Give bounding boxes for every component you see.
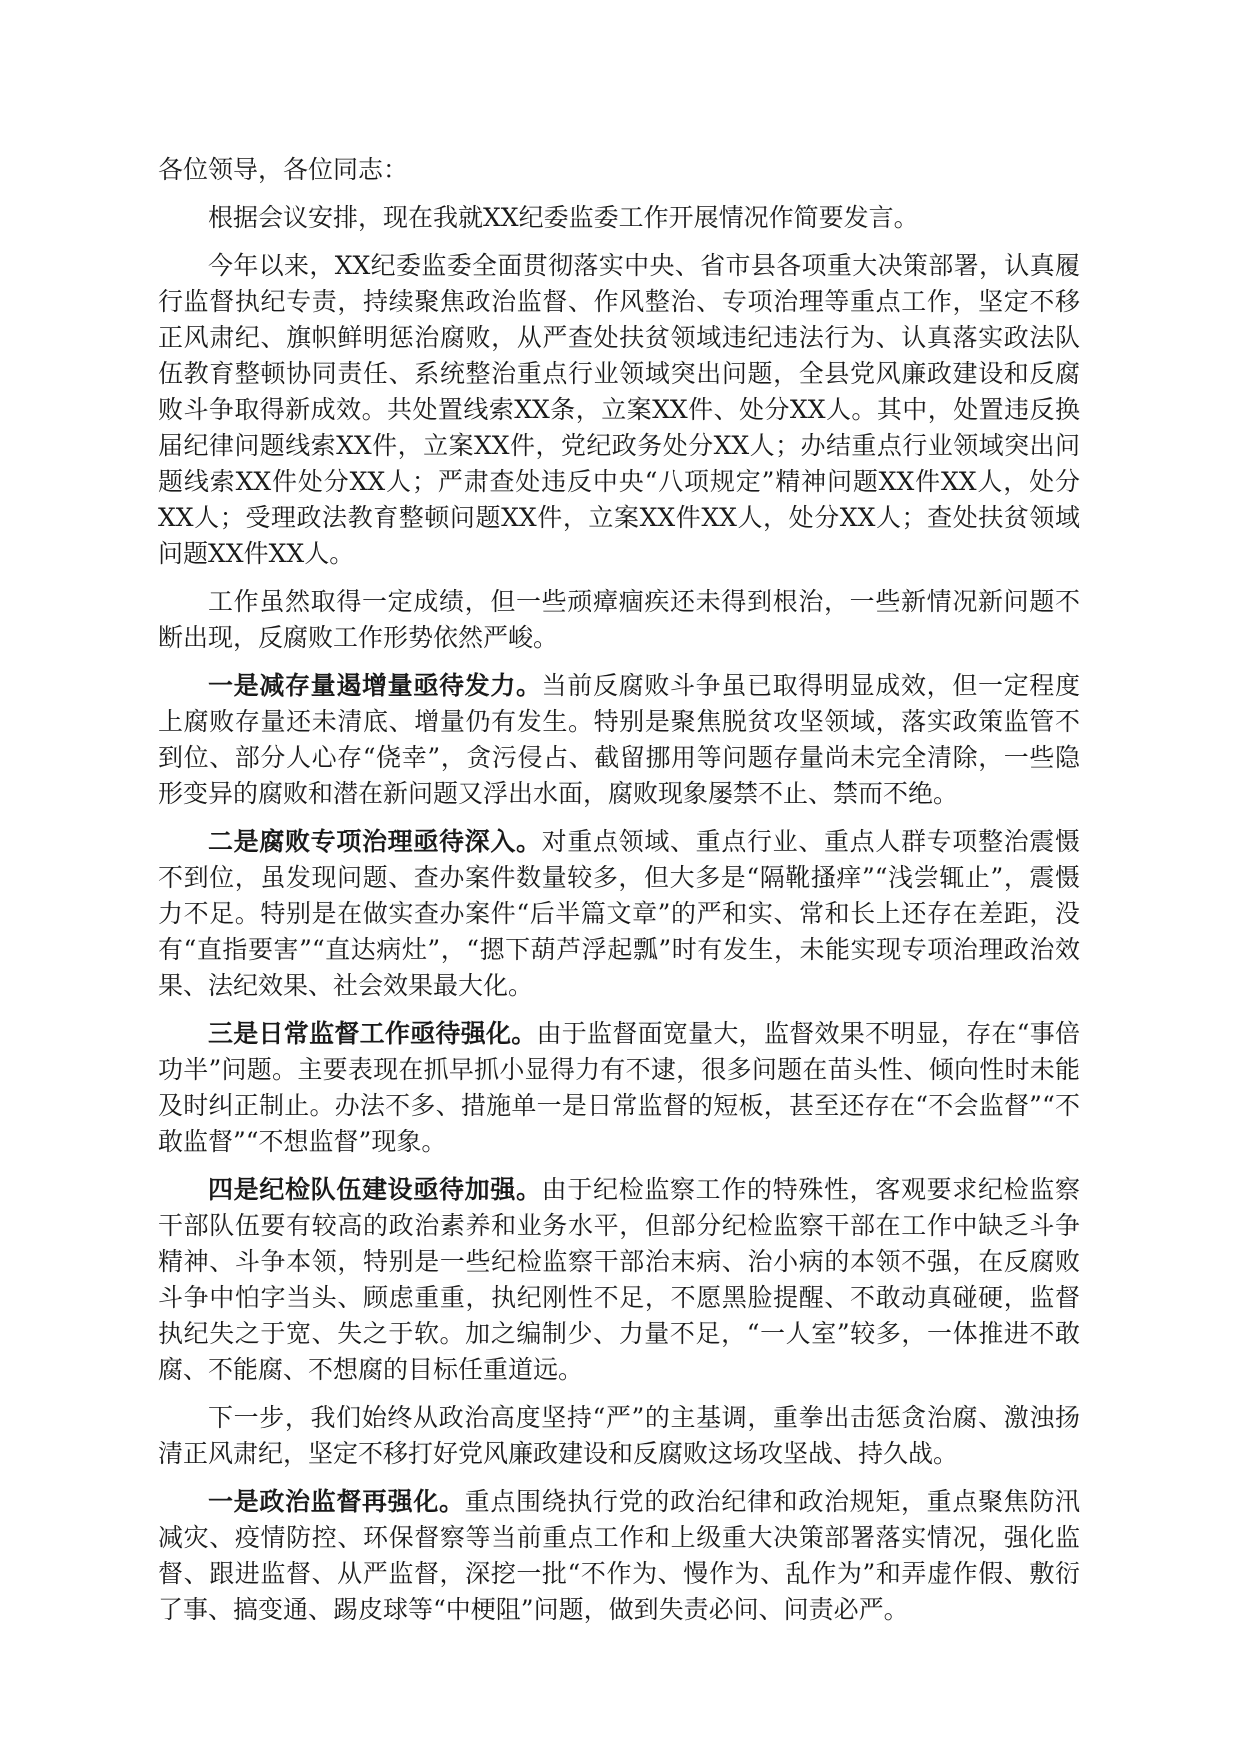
paragraph-measure-1 [158,1484,1080,1628]
paragraph-lead: 一是减存量遏增量亟待发力。 [208,671,542,700]
paragraph-text: 对重点领域、重点行业、重点人群专项整治震慑不到位，虽发现问题、查办案件数量较多，但大多是“隔靴搔痒”“浅尝辄止”，震慑力不足。特别是在做实查办案件“后半篇文章”的严和实、常和长上还存在差距，没有“直指要害”“直达病灶”，“摁下葫芦浮起瓢”时有发生，未能实现专项治理政治效果、法纪效果、社会效果最大化。 [158,827,1080,1000]
paragraph-text: 今年以来，XX纪委监委全面贯彻落实中央、省市县各项重大决策部署，认真履行监督执纪专责，持续聚焦政治监督、作风整治、专项治理等重点工作，坚定不移正风肃纪、旗帜鲜明惩治腐败，从严查处扶贫领域违纪违法行为、认真落实政法队伍教育整顿协同责任、系统整治重点行业领域突出问题，全县党风廉政建设和反腐败斗争取得新成效。共处置线索XX条，立案XX件、处分XX人。其中，处置违反换届纪律问题线索XX件，立案XX件，党纪政务处分XX人；办结重点行业领域突出问题线索XX件处分XX人；严肃查处违反中央“八项规定”精神问题XX件XX人，处分XX人；受理政法教育整顿问题XX件，立案XX件XX人，处分XX人；查处扶贫领域问题XX件XX人。 [158,251,1080,568]
paragraph-text: 工作虽然取得一定成绩，但一些顽瘴痼疾还未得到根治，一些新情况新问题不断出现，反腐败工作形势依然严峻。 [158,587,1080,652]
paragraph-achievements [158,248,1080,572]
paragraph-text: 根据会议安排，现在我就XX纪委监委工作开展情况作简要发言。 [208,203,919,232]
paragraph-problem-3 [158,1016,1080,1160]
paragraph-intro [158,200,1080,236]
paragraph-lead: 四是纪检队伍建设亟待加强。 [208,1175,542,1204]
paragraph-problem-1 [158,668,1080,812]
paragraph-problem-2 [158,824,1080,1004]
paragraph-text: 下一步，我们始终从政治高度坚持“严”的主基调，重拳出击惩贪治腐、激浊扬清正风肃纪，坚定不移打好党风廉政建设和反腐败这场攻坚战、持久战。 [158,1403,1080,1468]
paragraph-text: 由于监督面宽量大，监督效果不明显，存在“事倍功半”问题。主要表现在抓早抓小显得力有不逮，很多问题在苗头性、倾向性时未能及时纠正制止。办法不多、措施单一是日常监督的短板，甚至还存在“不会监督”“不敢监督”“不想监督”现象。 [158,1019,1080,1156]
paragraph-text: 由于纪检监察工作的特殊性，客观要求纪检监察干部队伍要有较高的政治素养和业务水平，但部分纪检监察干部在工作中缺乏斗争精神、斗争本领，特别是一些纪检监察干部治末病、治小病的本领不强，在反腐败斗争中怕字当头、顾虑重重，执纪刚性不足，不愿黑脸提醒、不敢动真碰硬，监督执纪失之于宽、失之于软。加之编制少、力量不足，“一人室”较多，一体推进不敢腐、不能腐、不想腐的目标任重道远。 [158,1175,1080,1384]
paragraph-text: 当前反腐败斗争虽已取得明显成效，但一定程度上腐败存量还未清底、增量仍有发生。特别是聚焦脱贫攻坚领域，落实政策监管不到位、部分人心存“侥幸”，贪污侵占、截留挪用等问题存量尚未完全清除，一些隐形变异的腐败和潜在新问题又浮出水面，腐败现象屡禁不止、禁而不绝。 [158,671,1080,808]
document-body [158,152,1080,1640]
salutation: 各位领导，各位同志： [158,155,409,184]
paragraph-lead: 三是日常监督工作亟待强化。 [208,1019,537,1048]
paragraph-situation [158,584,1080,656]
paragraph-problem-4 [158,1172,1080,1388]
paragraph-lead: 一是政治监督再强化。 [208,1487,465,1516]
paragraph-text: 重点围绕执行党的政治纪律和政治规矩，重点聚焦防汛减灾、疫情防控、环保督察等当前重点工作和上级重大决策部署落实情况，强化监督、跟进监督、从严监督，深挖一批“不作为、慢作为、乱作为”和弄虚作假、敷衍了事、搞变通、踢皮球等“中梗阻”问题，做到失责必问、问责必严。 [158,1487,1080,1624]
paragraph-next-steps [158,1400,1080,1472]
paragraph-lead: 二是腐败专项治理亟待深入。 [208,827,542,856]
